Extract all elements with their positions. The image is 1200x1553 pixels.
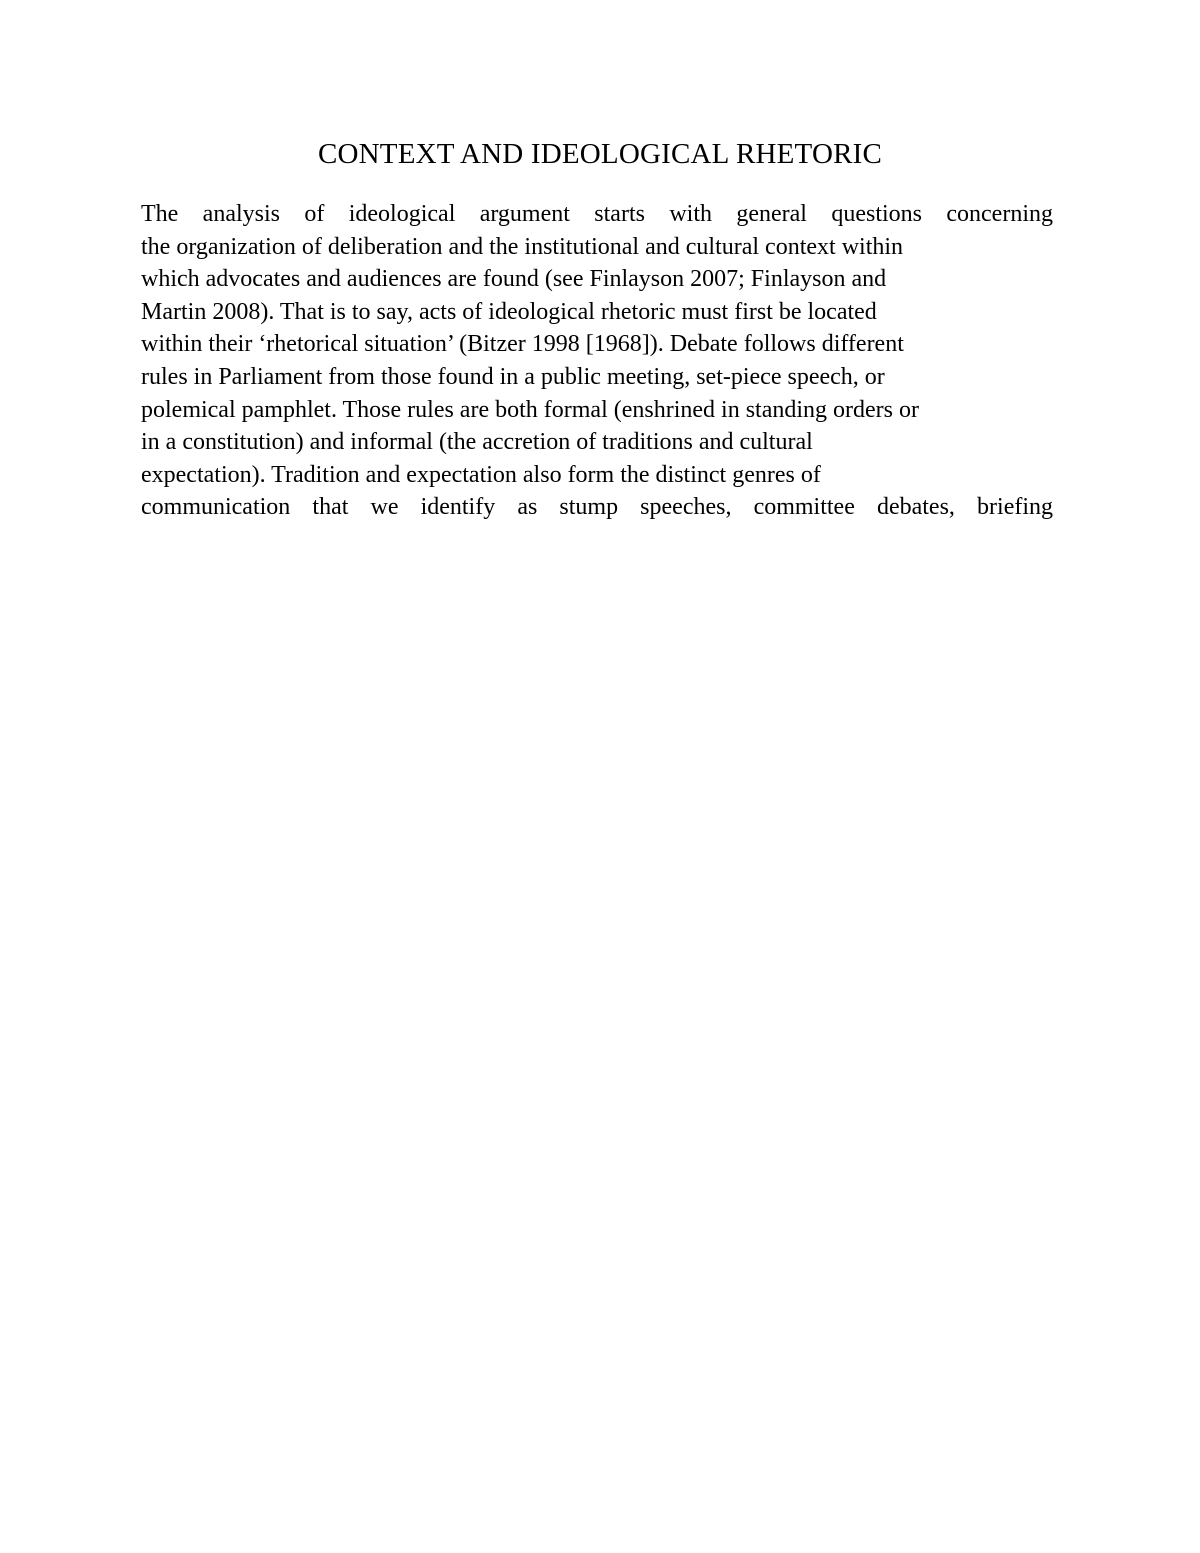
- paragraph-line: the organization of deliberation and the institutional and cultural context within: [141, 233, 904, 260]
- paragraph-line: communication that we identify as stump speeches, committee debates, briefing: [141, 494, 1053, 521]
- page-title: CONTEXT AND IDEOLOGICAL RHETORIC: [317, 138, 883, 170]
- paragraph-line: which advocates and audiences are found (see Finlayson 2007; Finlayson and: [141, 266, 887, 293]
- paragraph-line: The analysis of ideological argument starts with general questions concerning: [141, 201, 1053, 227]
- paragraph-line: rules in Parliament from those found in a public meeting, set-piece speech, or: [141, 363, 885, 390]
- paragraph-line: polemical pamphlet. Those rules are both formal (enshrined in standing orders or: [141, 396, 920, 423]
- paragraph-line: in a constitution) and informal (the accretion of traditions and cultural: [141, 429, 813, 456]
- paragraph-line: within their ‘rhetorical situation’ (Bitzer 1998 [1968]). Debate follows different: [141, 331, 904, 358]
- paragraph-line: expectation). Tradition and expectation also form the distinct genres of: [141, 461, 821, 488]
- body-paragraph: [141, 198, 1071, 524]
- paragraph-line: Martin 2008). That is to say, acts of ideological rhetoric must first be located: [141, 298, 877, 325]
